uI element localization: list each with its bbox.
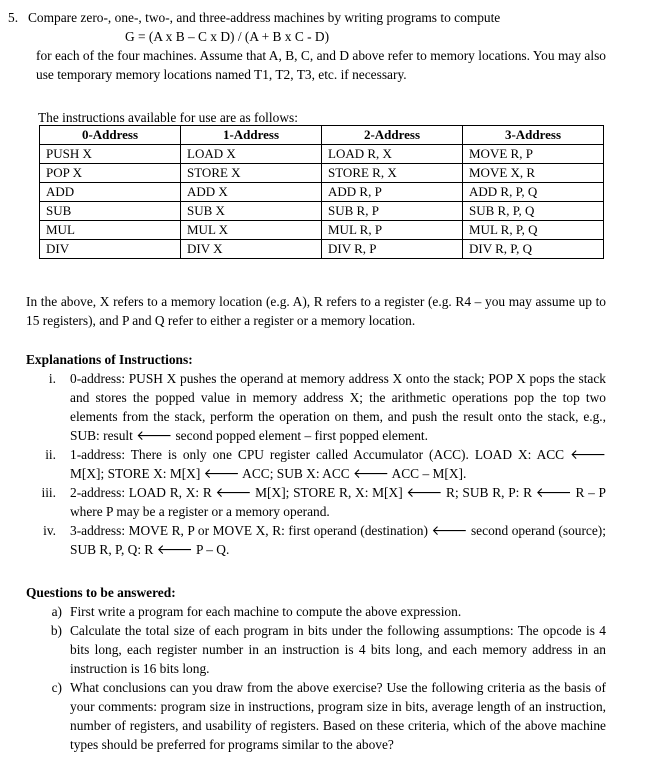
- list-marker: i.: [48, 371, 56, 386]
- table-row: [40, 164, 604, 183]
- questions-title: Questions to be answered:: [26, 585, 176, 600]
- list-item: [26, 483, 606, 521]
- list-item: [26, 602, 606, 621]
- table-cell: STORE R, X: [322, 164, 463, 183]
- table-cell: MUL: [40, 221, 181, 240]
- list-item: [26, 369, 606, 445]
- table-cell: MUL R, P: [322, 221, 463, 240]
- question-number: 5.: [8, 10, 19, 25]
- header-1-address: 1-Address: [181, 126, 322, 145]
- table-cell: STORE X: [181, 164, 322, 183]
- table-cell: SUB: [40, 202, 181, 221]
- question-line1: Compare zero-, one-, two-, and three-address machines by writing programs to compute: [28, 10, 501, 25]
- header-2-address: 2-Address: [322, 126, 463, 145]
- table-row: [40, 221, 604, 240]
- available-label: The instructions available for use are as follows:: [38, 110, 298, 125]
- list-item: [26, 621, 606, 678]
- table-cell: MOVE R, P: [463, 145, 604, 164]
- list-item: [26, 445, 606, 483]
- table-header-row: [40, 126, 604, 145]
- table-cell: LOAD R, X: [322, 145, 463, 164]
- table-cell: MUL X: [181, 221, 322, 240]
- table-row: [40, 240, 604, 259]
- list-marker: b): [50, 623, 62, 638]
- question-line: [8, 8, 638, 27]
- header-0-address: 0-Address: [40, 126, 181, 145]
- table-cell: ADD R, P, Q: [463, 183, 604, 202]
- list-marker: iv.: [43, 523, 56, 538]
- table-cell: SUB R, P: [322, 202, 463, 221]
- table-cell: ADD: [40, 183, 181, 202]
- table-row: [40, 183, 604, 202]
- table-row: [40, 202, 604, 221]
- list-text: First write a program for each machine to compute the above expression.: [70, 604, 462, 619]
- list-text: Calculate the total size of each program in bits under the following assumptions: The opcode is 4 bits long, each register number in an instruction is 4 bits long, and each memory address in an instruction is 16 bits long.: [70, 623, 606, 676]
- explanations-list: [26, 369, 606, 559]
- table-cell: SUB X: [181, 202, 322, 221]
- table-cell: DIV: [40, 240, 181, 259]
- table-note: In the above, X refers to a memory location (e.g. A), R refers to a register (e.g. R4 – you may assume up to 15 registers), and P and Q refer to either a register or a memory location.: [26, 294, 606, 328]
- list-marker: ii.: [45, 447, 56, 462]
- explanations-title: Explanations of Instructions:: [26, 352, 193, 367]
- table-row: [40, 145, 604, 164]
- list-item: [26, 521, 606, 559]
- list-text: 2-address: LOAD R, X: R 🡐 M[X]; STORE R, X: M[X] 🡐 R; SUB R, P: R 🡐 R – P where P may be a register or a memory operand.: [70, 485, 606, 519]
- table-cell: POP X: [40, 164, 181, 183]
- list-marker: iii.: [41, 485, 56, 500]
- table-cell: DIV X: [181, 240, 322, 259]
- questions-list: [26, 602, 606, 754]
- list-text: 0-address: PUSH X pushes the operand at memory address X onto the stack; POP X pops the stack and stores the popped value in memory address X; the arithmetic operations pop the top two elements from the stack, perform the operation on them, and push the result onto the stack, e.g., SUB: result 🡐 second popped element – first popped element.: [70, 371, 606, 443]
- formula: G = (A x B – C x D) / (A + B x C - D): [125, 29, 330, 44]
- list-item: [26, 678, 606, 754]
- question-intro: for each of the four machines. Assume that A, B, C, and D above refer to memory locations. You may also use temporary memory locations named T1, T2, T3, etc. if necessary.: [36, 48, 606, 82]
- table-cell: MOVE X, R: [463, 164, 604, 183]
- table-cell: ADD R, P: [322, 183, 463, 202]
- list-text: 1-address: There is only one CPU register called Accumulator (ACC). LOAD X: ACC 🡐 M[X]; STORE X: M[X] 🡐 ACC; SUB X: ACC 🡐 ACC – M[X].: [70, 447, 606, 481]
- table-cell: SUB R, P, Q: [463, 202, 604, 221]
- table-cell: MUL R, P, Q: [463, 221, 604, 240]
- table-cell: DIV R, P: [322, 240, 463, 259]
- table-cell: ADD X: [181, 183, 322, 202]
- list-text: 3-address: MOVE R, P or MOVE X, R: first operand (destination) 🡐 second operand (source); SUB R, P, Q: R 🡐 P – Q.: [70, 523, 606, 557]
- table-cell: DIV R, P, Q: [463, 240, 604, 259]
- instruction-table: [39, 125, 604, 259]
- table-cell: LOAD X: [181, 145, 322, 164]
- list-marker: c): [51, 680, 62, 695]
- table-cell: PUSH X: [40, 145, 181, 164]
- list-marker: a): [51, 604, 62, 619]
- header-3-address: 3-Address: [463, 126, 604, 145]
- list-text: What conclusions can you draw from the above exercise? Use the following criteria as the basis of your comments: program size in instructions, program size in bits, average length of an instruction, number of registers, and usability of registers. Based on these criteria, which of the above machine types should be preferred for programs similar to the above?: [70, 680, 606, 752]
